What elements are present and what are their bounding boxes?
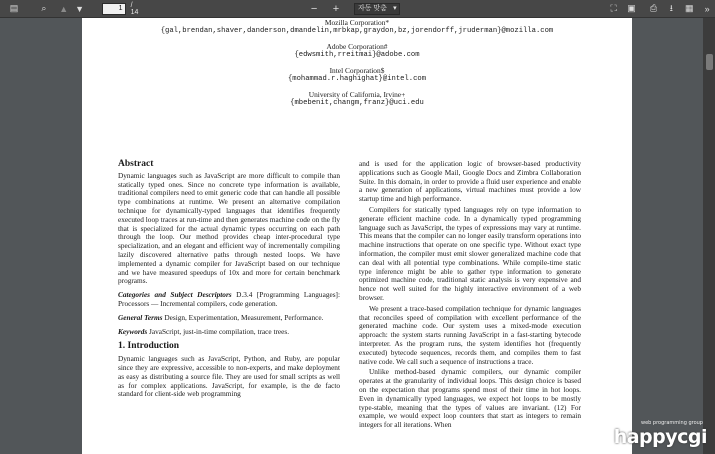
general-terms-label: General Terms — [118, 312, 163, 322]
scrollbar-track[interactable] — [703, 18, 715, 454]
download-icon[interactable]: ⭳ — [669, 2, 673, 13]
tools-menu-icon[interactable]: » — [704, 3, 710, 14]
pdf-toolbar — [0, 0, 715, 18]
affiliation-emails: {mohammad.r.haghighat}@intel.com — [287, 75, 427, 83]
search-icon[interactable]: ⌕ — [41, 3, 47, 13]
watermark-logo: happycgi — [613, 426, 707, 448]
general-terms-text: Design, Experimentation, Measurement, Performance. — [164, 312, 324, 322]
bookmark-icon[interactable]: ▦ — [684, 3, 694, 13]
right-paragraph-4: Unlike method-based dynamic compilers, our dynamic compiler operates at the granularity of individual loops. This design choice is based on the expectation that programs spend most of their time in hot loops. Even in dynamically typed languages, we expect hot loops to be mostly type-stable, meaning that the types of values are invariant. (12) For example, we would expect loop counters that start as integers to remain integers for all iterations. When — [359, 367, 581, 430]
affiliation-mozilla — [82, 18, 632, 36]
categories-label: Categories and Subject Descriptors — [118, 290, 232, 300]
chevron-down-icon: ▾ — [393, 4, 397, 12]
page-number-input[interactable] — [102, 3, 126, 15]
introduction-heading: 1. Introduction — [118, 341, 180, 352]
sidebar-toggle-icon[interactable]: ▤ — [9, 3, 19, 13]
affiliation-intel — [82, 66, 632, 84]
zoom-select-value: 자동 맞춤 — [357, 4, 387, 12]
introduction-text: Dynamic languages such as JavaScript, Python, and Ruby, are popular since they are expressive, accessible to non-experts, and make deployment as easy as distributing a source file. They are used for small scripts as well as for complex applications. JavaScript, for example, is the de facto standard for client-side web programming — [118, 354, 340, 399]
left-column — [118, 160, 340, 399]
affiliation-org: Adobe Corporation# — [326, 42, 388, 51]
keywords-label: Keywords — [118, 326, 148, 336]
right-paragraph-2: Compilers for statically typed languages rely on type information to generate efficient machine code. In a dynamically typed programming language such as JavaScript, the types of expressions may vary at runtime. This means that the compiler can no longer easily transform operations into machine instructions that operate on one specific type. Without exact type information, the compiler must emit slower generalized machine code that can deal with all potential type combinations. While compile-time static type inference might be able to gather type information to generate optimized machine code, traditional static analysis is very expensive and hence not well suited for the highly interactive environment of a web browser. — [359, 204, 581, 302]
presentation-mode-icon[interactable]: ⛶ — [610, 3, 617, 13]
keywords-paragraph — [118, 328, 340, 337]
scrollbar-thumb[interactable] — [706, 54, 713, 70]
affiliation-org: Mozilla Corporation* — [324, 18, 390, 27]
abstract-heading: Abstract — [118, 159, 154, 169]
abstract-text: Dynamic languages such as JavaScript are more difficult to compile than statically typed ones. Since no concrete type information is available, traditional compilers need to emit generic code that can handle all possible type combinations at runtime. We present an alternative compilation technique for dynamically-typed languages that identifies frequently executed loop traces at run-time and then generates machine code on the fly that is specialized for the actual dynamic types occurring on each path through the loop. Our method provides cheap inter-procedural type specialization, and an elegant and efficient way of incrementally compiling lazily discovered alternative paths through nested loops. We have implemented a dynamic compiler for JavaScript based on our technique and we have measured speedups of 10x and more for certain benchmark programs. — [118, 170, 340, 286]
watermark-subtitle: web programming group — [641, 420, 703, 426]
pdf-page — [82, 18, 632, 454]
affiliation-org: Intel Corporation$ — [329, 66, 385, 75]
right-paragraph-1: and is used for the application logic of browser-based productivity applications such as Google Mail, Google Docs and Zimbra Collaboration Suite. In this domain, in order to provide a fluid user experience and enable a new generation of applications, virtual machines must provide a low startup time and high performance. — [359, 159, 581, 204]
affiliation-emails: {gal,brendan,shaver,danderson,dmandelin,mrbkap,graydon,bz,jorendorff,jruderman}@mozilla.com — [160, 27, 554, 35]
affiliation-emails: {mbebenit,changm,franz}@uci.edu — [290, 99, 424, 107]
open-file-icon[interactable]: ▣ — [627, 3, 636, 13]
zoom-in-button[interactable]: + — [332, 2, 340, 15]
right-column — [359, 160, 581, 430]
categories-text: D.3.4 [Programming Languages]: Processors — Incremental compilers, code generation. — [118, 290, 340, 308]
affiliation-adobe — [82, 42, 632, 60]
keywords-text: JavaScript, just-in-time compilation, trace trees. — [149, 326, 290, 336]
categories-paragraph — [118, 291, 340, 309]
next-page-icon[interactable]: ▼ — [75, 3, 85, 14]
previous-page-icon[interactable]: ▲ — [59, 3, 69, 14]
zoom-select[interactable] — [354, 3, 400, 15]
general-terms-paragraph — [118, 314, 340, 323]
right-paragraph-3: We present a trace-based compilation technique for dynamic languages that reconciles speed of compilation with excellent performance of the generated machine code. Our system uses a mixed-mode execution approach: the system starts running JavaScript in a fast-starting bytecode interpreter. As the program runs, the system identifies hot (frequently executed) bytecode sequences, records them, and compiles them to fast native code. We call such a sequence of instructions a trace. — [359, 303, 581, 366]
affiliation-emails: {edwsmith,rreitmai}@adobe.com — [294, 51, 420, 59]
page-total: / 14 — [130, 1, 139, 16]
print-icon[interactable]: ⎙ — [649, 3, 658, 13]
affiliation-uci — [82, 90, 632, 108]
affiliation-org: University of California, Irvine+ — [308, 90, 406, 99]
zoom-out-button[interactable]: − — [310, 2, 318, 15]
